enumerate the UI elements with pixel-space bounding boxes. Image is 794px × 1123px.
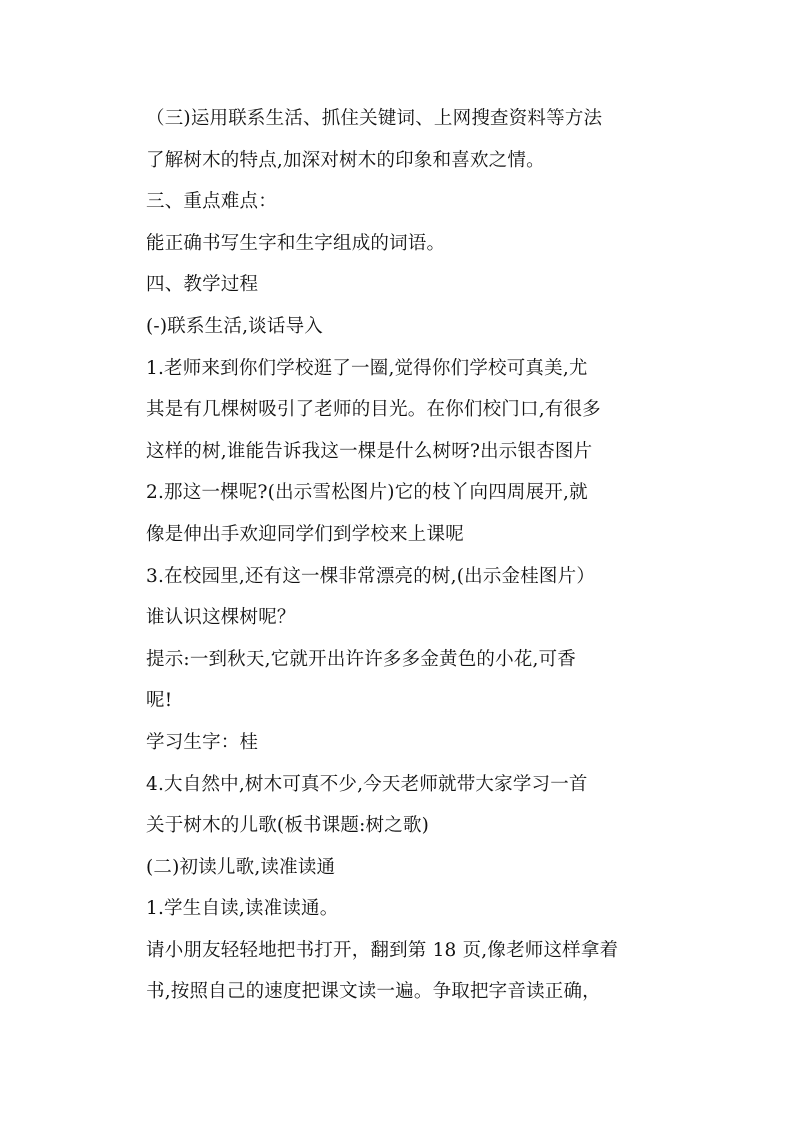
text-line: 其是有几棵树吸引了老师的目光。在你们校门口,有很多 [146,399,601,421]
text-line: 书,按照自己的速度把课文读一遍。争取把字音读正确， [146,981,601,1003]
text-line: 关于树木的儿歌(板书课题:树之歌) [146,815,430,837]
document-body [146,98,666,1013]
text-line: 呢! [146,690,173,712]
section-heading: 四、教学过程 [146,274,259,296]
text-line: 能正确书写生字和生字组成的词语。 [146,232,446,254]
text-line: 了解树木的特点,加深对树木的印象和喜欢之情。 [146,149,545,171]
text-line: 学习生字：桂 [146,731,259,753]
section-heading: 三、重点难点： [146,191,277,213]
text-line: 这样的树,谁能告诉我这一棵是什么树呀?出示银杏图片 [146,440,593,462]
text-line: 请小朋友轻轻地把书打开，翻到第 18 页,像老师这样拿着 [146,939,619,961]
subsection-heading: (二)初读儿歌,读准读通 [146,856,336,878]
text-line: 提示:一到秋天,它就开出许许多多金黄色的小花,可香 [146,648,576,670]
text-line: 像是伸出手欢迎同学们到学校来上课呢 [146,523,464,545]
text-line: 1.老师来到你们学校逛了一圈,觉得你们学校可真美,尤 [146,357,588,379]
subsection-heading: (-)联系生活,谈话导入 [146,315,323,337]
text-line: 4.大自然中,树木可真不少,今天老师就带大家学习一首 [146,773,588,795]
text-line: 谁认识这棵树呢？ [146,607,296,629]
text-line: 2.那这一棵呢?(出示雪松图片)它的枝丫向四周展开,就 [146,482,588,504]
text-line: 3.在校园里,还有这一棵非常漂亮的树,(出示金桂图片） [146,565,596,587]
text-line: 1.学生自读,读准读通。 [146,898,339,920]
text-line: （三)运用联系生活、抓住关键词、上网搜查资料等方法 [146,108,603,129]
